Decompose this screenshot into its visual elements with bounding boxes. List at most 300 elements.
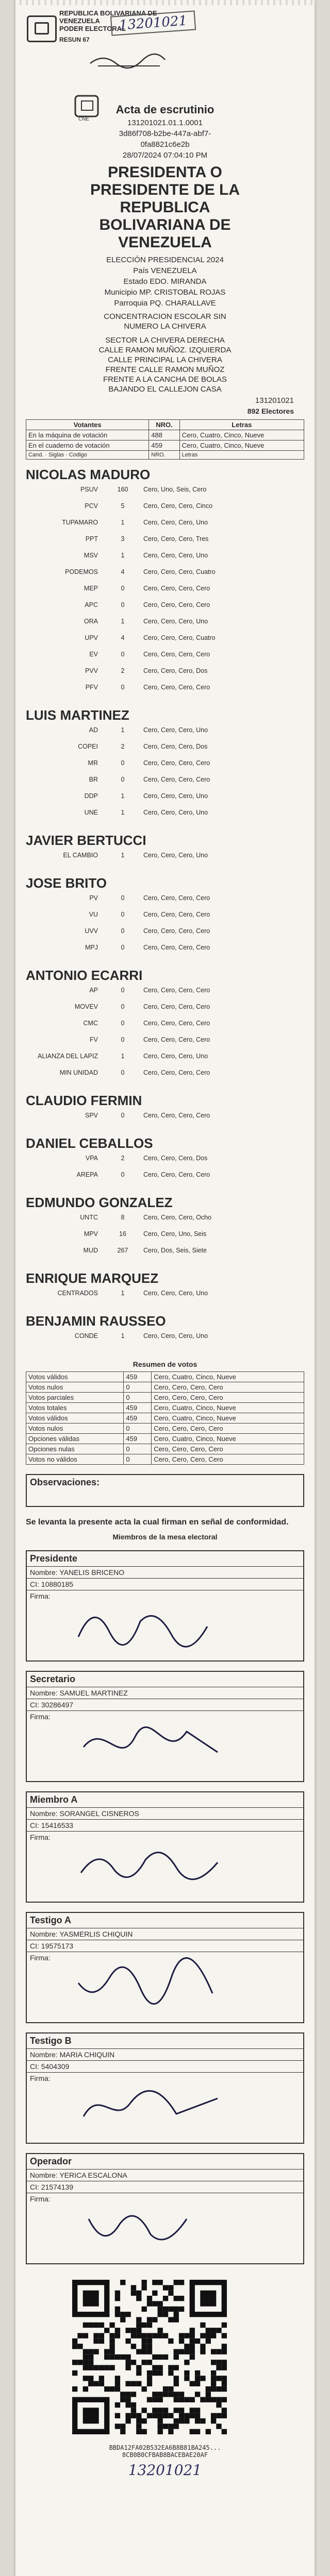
- party-votes-letters: Cero, Dos, Seis, Siete: [143, 1247, 207, 1254]
- party-row: [26, 651, 304, 667]
- address-line: FRENTE CALLE RAMON MUÑOZ: [105, 365, 225, 374]
- party-votes-letters: Cero, Cero, Cero, Cero: [143, 1036, 210, 1043]
- party-acronym: ALIANZA DEL LAPIZ: [38, 1053, 98, 1060]
- table-cell: En la máquina de votación: [26, 430, 149, 440]
- party-row: [26, 944, 304, 960]
- party-acronym: MIN UNIDAD: [59, 1069, 98, 1076]
- miembro-firma-label: Firma:: [30, 2074, 51, 2082]
- party-votes: 0: [121, 911, 125, 918]
- svg-text:CNE: CNE: [78, 116, 90, 122]
- party-votes-letters: Cero, Uno, Seis, Cero: [143, 486, 207, 493]
- party-row: [26, 502, 304, 519]
- party-votes: 1: [121, 1332, 125, 1340]
- party-votes-letters: Cero, Cero, Cero, Cero: [143, 601, 210, 608]
- party-acronym: CONDE: [74, 1332, 98, 1340]
- party-row: [26, 809, 304, 825]
- table-header: NRO.: [149, 420, 179, 430]
- table-cell: Cero, Cuatro, Cinco, Nueve: [179, 430, 304, 440]
- party-acronym: VU: [89, 911, 98, 918]
- acta-receipt: [15, 0, 315, 2576]
- party-votes: 1: [121, 519, 125, 526]
- party-row: [26, 894, 304, 911]
- resumen-table: [26, 1371, 304, 1465]
- party-votes: 0: [121, 1069, 125, 1076]
- party-votes-letters: Cero, Cero, Cero, Dos: [143, 1155, 208, 1162]
- party-acronym: MSV: [84, 552, 98, 559]
- party-acronym: APC: [85, 601, 98, 608]
- election-name: ELECCIÓN PRESIDENCIAL 2024: [106, 256, 224, 264]
- table-cell: Cero, Cuatro, Cinco, Nueve: [152, 1434, 304, 1444]
- estado: Estado EDO. MIRANDA: [123, 277, 207, 286]
- party-row: [26, 1036, 304, 1053]
- party-row: [26, 1053, 304, 1069]
- party-row: [26, 486, 304, 502]
- resumen-title: Resumen de votos: [133, 1360, 197, 1368]
- candidate-name: NICOLAS MADURO: [26, 467, 151, 482]
- table-cell: 0: [124, 1382, 152, 1393]
- footer-stamp-number: 13201021: [128, 2462, 202, 2479]
- acta-title: Acta de escrutinio: [116, 103, 214, 116]
- party-acronym: MUD: [83, 1247, 98, 1254]
- party-votes-letters: Cero, Cero, Cero, Uno: [143, 1053, 208, 1060]
- miembro-ci: CI: 15416533: [27, 1820, 303, 1832]
- org-line2: PODER ELECTORAL: [59, 25, 126, 32]
- party-votes-letters: Cero, Cero, Cero, Dos: [143, 743, 208, 750]
- party-votes-letters: Cero, Cero, Cero, Uno: [143, 1332, 208, 1340]
- cne-logo-icon: [27, 15, 57, 42]
- table-cell: Cero, Cero, Cero, Cero: [152, 1393, 304, 1403]
- table-cell: 459: [124, 1434, 152, 1444]
- miembro-ci: CI: 21574139: [27, 2181, 303, 2193]
- party-votes: 1: [121, 726, 125, 734]
- party-votes: 3: [121, 535, 125, 543]
- party-row: [26, 519, 304, 535]
- miembro-role: Operador: [27, 2154, 303, 2170]
- party-votes-letters: Cero, Cero, Cero, Dos: [143, 667, 208, 674]
- candidates-list: [15, 467, 315, 1349]
- party-votes: 1: [121, 809, 125, 816]
- miembro-role: Secretario: [27, 1672, 303, 1687]
- miembro-firma-area: [27, 1832, 303, 1902]
- party-acronym: COPEI: [78, 743, 98, 750]
- party-acronym: CENTRADOS: [57, 1290, 98, 1297]
- party-acronym: EL CAMBIO: [63, 852, 98, 859]
- table-header: Letras: [179, 420, 304, 430]
- party-votes: 0: [121, 776, 125, 783]
- miembro-ci: CI: 5404309: [27, 2061, 303, 2073]
- party-acronym: MPJ: [85, 944, 98, 951]
- party-acronym: BR: [89, 776, 98, 783]
- candidate-name: ANTONIO ECARRI: [26, 968, 143, 983]
- party-votes: 0: [121, 1171, 125, 1178]
- table-cell: Cero, Cero, Cero, Cero: [152, 1423, 304, 1434]
- party-votes: 0: [121, 894, 125, 902]
- table-cell: Cero, Cero, Cero, Cero: [152, 1444, 304, 1454]
- conformidad-note: Se levanta la presente acta la cual firman en señal de conformidad.: [26, 1518, 289, 1527]
- party-votes: 0: [121, 1112, 125, 1119]
- centro-address: [15, 335, 315, 394]
- party-row: [26, 1247, 304, 1263]
- party-votes: 1: [121, 1053, 125, 1060]
- party-acronym: MPV: [84, 1230, 98, 1238]
- miembro-firma-label: Firma:: [30, 1713, 51, 1721]
- party-votes-letters: Cero, Cero, Cero, Cinco: [143, 502, 213, 510]
- party-votes: 1: [121, 618, 125, 625]
- footer-hash-line: 8CB0B0CFBAB8BACEBAE20AF: [122, 2451, 208, 2459]
- party-row: [26, 726, 304, 743]
- table-subheader: Letras: [179, 451, 304, 460]
- heading-line: VENEZUELA: [118, 234, 212, 251]
- miembro-firma-area: [27, 2073, 303, 2143]
- party-acronym: AD: [89, 726, 98, 734]
- party-acronym: PV: [89, 894, 98, 902]
- serial-number: RESUN 67: [59, 36, 90, 43]
- address-line: SECTOR LA CHIVERA DERECHA: [105, 336, 225, 345]
- miembro-ci: CI: 30286497: [27, 1699, 303, 1711]
- party-votes: 4: [121, 568, 125, 575]
- party-votes: 5: [121, 502, 125, 510]
- miembro-firma-area: [27, 1590, 303, 1660]
- party-votes-letters: Cero, Cero, Cero, Cero: [143, 944, 210, 951]
- heading-line: PRESIDENTA O: [108, 164, 222, 181]
- party-votes-letters: Cero, Cero, Cero, Cero: [143, 585, 210, 592]
- party-votes: 1: [121, 552, 125, 559]
- table-cell: Cero, Cuatro, Cinco, Nueve: [152, 1413, 304, 1423]
- table-row: [26, 1413, 304, 1423]
- miembro-box: [26, 2032, 304, 2144]
- party-votes-letters: Cero, Cero, Cero, Ocho: [143, 1214, 211, 1221]
- party-votes: 16: [119, 1230, 126, 1238]
- signature-icon: [73, 1957, 228, 2014]
- table-row: [26, 1454, 304, 1465]
- party-votes-letters: Cero, Cero, Cero, Cuatro: [143, 634, 216, 641]
- party-acronym: PSUV: [80, 486, 98, 493]
- party-votes: 0: [121, 601, 125, 608]
- signature-icon: [73, 2198, 228, 2255]
- table-row: [26, 1423, 304, 1434]
- party-votes: 2: [121, 743, 125, 750]
- acta-body: [15, 103, 315, 2479]
- table-cell: Cero, Cuatro, Cinco, Nueve: [152, 1403, 304, 1413]
- party-votes-letters: Cero, Cero, Cero, Cero: [143, 759, 210, 767]
- signature-icon: [73, 2078, 228, 2134]
- party-acronym: SPV: [85, 1112, 98, 1119]
- party-votes: 0: [121, 927, 125, 935]
- acta-hash-line1: 3d86f708-b2be-447a-abf7-: [119, 129, 211, 138]
- party-row: [26, 1214, 304, 1230]
- party-acronym: UNTC: [80, 1214, 98, 1221]
- footer-hash-line: BBDA12FA02B532EA6B8B81BA245...: [109, 2444, 221, 2451]
- org-line1: REPUBLICA BOLIVARIANA DE VENEZUELA: [59, 9, 157, 25]
- table-cell: 459: [124, 1403, 152, 1413]
- address-line: CALLE RAMON MUÑOZ. IZQUIERDA: [98, 346, 232, 354]
- party-row: [26, 987, 304, 1003]
- table-cell: 0: [124, 1423, 152, 1434]
- party-acronym: FV: [90, 1036, 98, 1043]
- table-cell: Votos válidos: [26, 1413, 124, 1423]
- party-row: [26, 601, 304, 618]
- party-votes: 1: [121, 852, 125, 859]
- table-row: [26, 440, 304, 451]
- miembro-role: Testigo B: [27, 2033, 303, 2049]
- party-row: [26, 552, 304, 568]
- miembro-firma-area: [27, 2193, 303, 2263]
- party-row: [26, 792, 304, 809]
- municipio: Municipio MP. CRISTOBAL ROJAS: [104, 288, 226, 297]
- candidate-name: LUIS MARTINEZ: [26, 707, 129, 723]
- party-row: [26, 776, 304, 792]
- table-row: [26, 1434, 304, 1444]
- party-votes-letters: Cero, Cero, Cero, Cero: [143, 1112, 210, 1119]
- observaciones-label: Observaciones:: [30, 1477, 100, 1487]
- miembro-nombre: Nombre: YANELIS BRICENO: [27, 1567, 303, 1579]
- miembro-firma-area: [27, 1711, 303, 1781]
- party-acronym: UNE: [84, 809, 98, 816]
- candidate-name: DANIEL CEBALLOS: [26, 1136, 153, 1151]
- candidate-name: BENJAMIN RAUSSEO: [26, 1313, 166, 1329]
- party-acronym: CMC: [83, 1020, 98, 1027]
- party-acronym: PFV: [85, 684, 98, 691]
- party-acronym: AP: [89, 987, 98, 994]
- miembro-nombre: Nombre: SORANGEL CISNEROS: [27, 1808, 303, 1820]
- party-votes-letters: Cero, Cero, Cero, Uno: [143, 726, 208, 734]
- party-votes: 2: [121, 667, 125, 674]
- miembro-nombre: Nombre: SAMUEL MARTINEZ: [27, 1687, 303, 1699]
- candidate-name: EDMUNDO GONZALEZ: [26, 1195, 173, 1210]
- party-votes: 0: [121, 684, 125, 691]
- party-row: [26, 1112, 304, 1128]
- candidate-name: CLAUDIO FERMIN: [26, 1093, 142, 1108]
- candidate-name: ENRIQUE MARQUEZ: [26, 1270, 159, 1286]
- miembro-firma-area: [27, 1952, 303, 2022]
- party-row: [26, 927, 304, 944]
- table-cell: En el cuaderno de votación: [26, 440, 149, 451]
- party-votes: 0: [121, 651, 125, 658]
- pais: País VENEZUELA: [133, 266, 197, 275]
- party-votes-letters: Cero, Cero, Cero, Uno: [143, 552, 208, 559]
- table-cell: Opciones nulas: [26, 1444, 124, 1454]
- party-acronym: UPV: [85, 634, 98, 641]
- votantes-table: [26, 419, 304, 460]
- election-heading: [15, 164, 315, 251]
- cne-emblem-icon: [72, 93, 108, 122]
- signature-icon: [73, 1596, 228, 1652]
- miembro-firma-label: Firma:: [30, 2195, 51, 2203]
- party-votes-letters: Cero, Cero, Cero, Tres: [143, 535, 209, 543]
- party-row: [26, 1155, 304, 1171]
- party-acronym: MOVEV: [74, 1003, 98, 1010]
- table-cell: 0: [124, 1393, 152, 1403]
- table-row: [26, 1444, 304, 1454]
- scribble-mark-icon: [88, 50, 170, 71]
- table-row: [26, 430, 304, 440]
- party-acronym: MR: [88, 759, 98, 767]
- party-row: [26, 1020, 304, 1036]
- party-votes-letters: Cero, Cero, Cero, Cero: [143, 911, 210, 918]
- heading-line: REPUBLICA: [120, 199, 210, 216]
- party-votes: 0: [121, 759, 125, 767]
- party-votes-letters: Cero, Cero, Cero, Uno: [143, 618, 208, 625]
- party-acronym: AREPA: [76, 1171, 98, 1178]
- party-row: [26, 743, 304, 759]
- table-cell: Votos válidos: [26, 1372, 124, 1382]
- table-cell: 0: [124, 1444, 152, 1454]
- party-acronym: ORA: [84, 618, 98, 625]
- party-votes-letters: Cero, Cero, Cero, Cero: [143, 1069, 210, 1076]
- party-acronym: PCV: [85, 502, 98, 510]
- miembro-box: [26, 1912, 304, 2023]
- address-line: FRENTE A LA CANCHA DE BOLAS: [103, 375, 227, 384]
- table-cell: 459: [149, 440, 179, 451]
- table-cell: Cero, Cero, Cero, Cero: [152, 1454, 304, 1465]
- party-row: [26, 1003, 304, 1020]
- party-votes: 2: [121, 1155, 125, 1162]
- party-acronym: PODEMOS: [65, 568, 98, 575]
- centro-line: NUMERO LA CHIVERA: [124, 322, 206, 331]
- acta-code: 131201021.01.1.0001: [127, 118, 203, 127]
- miembro-role: Miembro A: [27, 1792, 303, 1808]
- miembro-nombre: Nombre: MARIA CHIQUIN: [27, 2049, 303, 2061]
- party-votes: 0: [121, 585, 125, 592]
- table-cell: 488: [149, 430, 179, 440]
- party-votes-letters: Cero, Cero, Cero, Cuatro: [143, 568, 216, 575]
- party-row: [26, 667, 304, 684]
- party-votes-letters: Cero, Cero, Cero, Cero: [143, 894, 210, 902]
- party-votes-letters: Cero, Cero, Cero, Cero: [143, 651, 210, 658]
- table-cell: Opciones válidas: [26, 1434, 124, 1444]
- table-row: [26, 1393, 304, 1403]
- parroquia: Parroquia PQ. CHARALLAVE: [114, 299, 216, 308]
- party-acronym: TUPAMARO: [62, 519, 98, 526]
- table-subheader: Cand. · Siglas · Codigo: [26, 451, 149, 460]
- table-cell: Cero, Cuatro, Cinco, Nueve: [152, 1372, 304, 1382]
- table-subheader-row: [26, 451, 304, 460]
- party-votes: 160: [117, 486, 128, 493]
- address-line: BAJANDO EL CALLEJON CASA: [108, 385, 222, 394]
- party-row: [26, 1290, 304, 1306]
- party-votes: 0: [121, 987, 125, 994]
- miembro-box: [26, 1671, 304, 1782]
- table-cell: 0: [124, 1454, 152, 1465]
- table-row: [26, 1372, 304, 1382]
- acta-hash-line2: 0fa8821c6e2b: [140, 140, 190, 149]
- heading-line: BOLIVARIANA DE: [99, 216, 231, 233]
- party-row: [26, 759, 304, 776]
- party-votes-letters: Cero, Cero, Uno, Seis: [143, 1230, 207, 1238]
- table-header: Votantes: [26, 420, 149, 430]
- party-votes-letters: Cero, Cero, Cero, Cero: [143, 927, 210, 935]
- miembro-box: [26, 2153, 304, 2264]
- party-votes-letters: Cero, Cero, Cero, Cero: [143, 1003, 210, 1010]
- candidate-name: JAVIER BERTUCCI: [26, 833, 146, 848]
- acta-datetime: 28/07/2024 07:04:10 PM: [122, 151, 208, 160]
- party-row: [26, 1171, 304, 1188]
- party-votes-letters: Cero, Cero, Cero, Uno: [143, 809, 208, 816]
- party-row: [26, 568, 304, 585]
- party-votes: 0: [121, 1003, 125, 1010]
- party-votes: 0: [121, 944, 125, 951]
- party-votes-letters: Cero, Cero, Cero, Uno: [143, 519, 208, 526]
- party-row: [26, 684, 304, 700]
- table-cell: Votos totales: [26, 1403, 124, 1413]
- party-votes: 267: [117, 1247, 128, 1254]
- address-line: CALLE PRINCIPAL LA CHIVERA: [108, 355, 222, 364]
- miembro-box: [26, 1550, 304, 1662]
- miembro-role: Testigo A: [27, 1913, 303, 1928]
- party-row: [26, 585, 304, 601]
- party-row: [26, 1230, 304, 1247]
- miembro-role: Presidente: [27, 1551, 303, 1567]
- handwritten-stamp-number: 13201021: [110, 10, 196, 36]
- miembro-firma-label: Firma:: [30, 1833, 51, 1841]
- party-acronym: VPA: [85, 1155, 98, 1162]
- acta-identification: [15, 103, 315, 405]
- party-votes-letters: Cero, Cero, Cero, Cero: [143, 1020, 210, 1027]
- party-row: [26, 911, 304, 927]
- party-acronym: PPT: [85, 535, 98, 543]
- party-votes-letters: Cero, Cero, Cero, Uno: [143, 852, 208, 859]
- party-votes: 0: [121, 1020, 125, 1027]
- party-votes: 8: [121, 1214, 125, 1221]
- miembro-firma-label: Firma:: [30, 1954, 51, 1962]
- signature-icon: [73, 1716, 228, 1773]
- table-cell: Votos nulos: [26, 1423, 124, 1434]
- party-votes: 0: [121, 1036, 125, 1043]
- party-votes-letters: Cero, Cero, Cero, Uno: [143, 1290, 208, 1297]
- table-cell: 459: [124, 1372, 152, 1382]
- heading-line: PRESIDENTE DE LA: [90, 181, 240, 198]
- centro-name: [15, 312, 315, 331]
- electores-count: 892 Electores: [247, 407, 294, 415]
- table-subheader: NRO.: [149, 451, 179, 460]
- table-cell: Cero, Cero, Cero, Cero: [152, 1382, 304, 1393]
- miembro-nombre: Nombre: YASMERLIS CHIQUIN: [27, 1928, 303, 1940]
- table-cell: Votos parciales: [26, 1393, 124, 1403]
- table-cell: Votos no válidos: [26, 1454, 124, 1465]
- party-votes-letters: Cero, Cero, Cero, Cero: [143, 684, 210, 691]
- qr-code-icon: [72, 2280, 227, 2434]
- miembros-title: Miembros de la mesa electoral: [112, 1533, 218, 1541]
- party-acronym: MEP: [84, 585, 98, 592]
- party-votes: 1: [121, 1290, 125, 1297]
- observaciones-box: [26, 1474, 304, 1507]
- party-acronym: PVV: [85, 667, 98, 674]
- centro-code: 131201021: [255, 396, 294, 405]
- miembro-ci: CI: 19575173: [27, 1940, 303, 1952]
- party-votes-letters: Cero, Cero, Cero, Cero: [143, 1171, 210, 1178]
- table-cell: 459: [124, 1413, 152, 1423]
- miembros-list: [15, 1550, 315, 2264]
- party-acronym: EV: [89, 651, 98, 658]
- table-cell: Votos nulos: [26, 1382, 124, 1393]
- party-row: [26, 634, 304, 651]
- party-row: [26, 852, 304, 868]
- party-row: [26, 1069, 304, 1086]
- footer-hash: [26, 2444, 304, 2459]
- table-row: [26, 1403, 304, 1413]
- party-votes-letters: Cero, Cero, Cero, Cero: [143, 987, 210, 994]
- signature-icon: [73, 1837, 228, 1893]
- miembro-ci: CI: 10880185: [27, 1579, 303, 1590]
- table-row: [26, 1382, 304, 1393]
- party-votes: 1: [121, 792, 125, 800]
- party-row: [26, 1332, 304, 1349]
- party-row: [26, 618, 304, 634]
- party-row: [26, 535, 304, 552]
- party-acronym: DDP: [84, 792, 98, 800]
- table-cell: Cero, Cuatro, Cinco, Nueve: [179, 440, 304, 451]
- party-votes: 4: [121, 634, 125, 641]
